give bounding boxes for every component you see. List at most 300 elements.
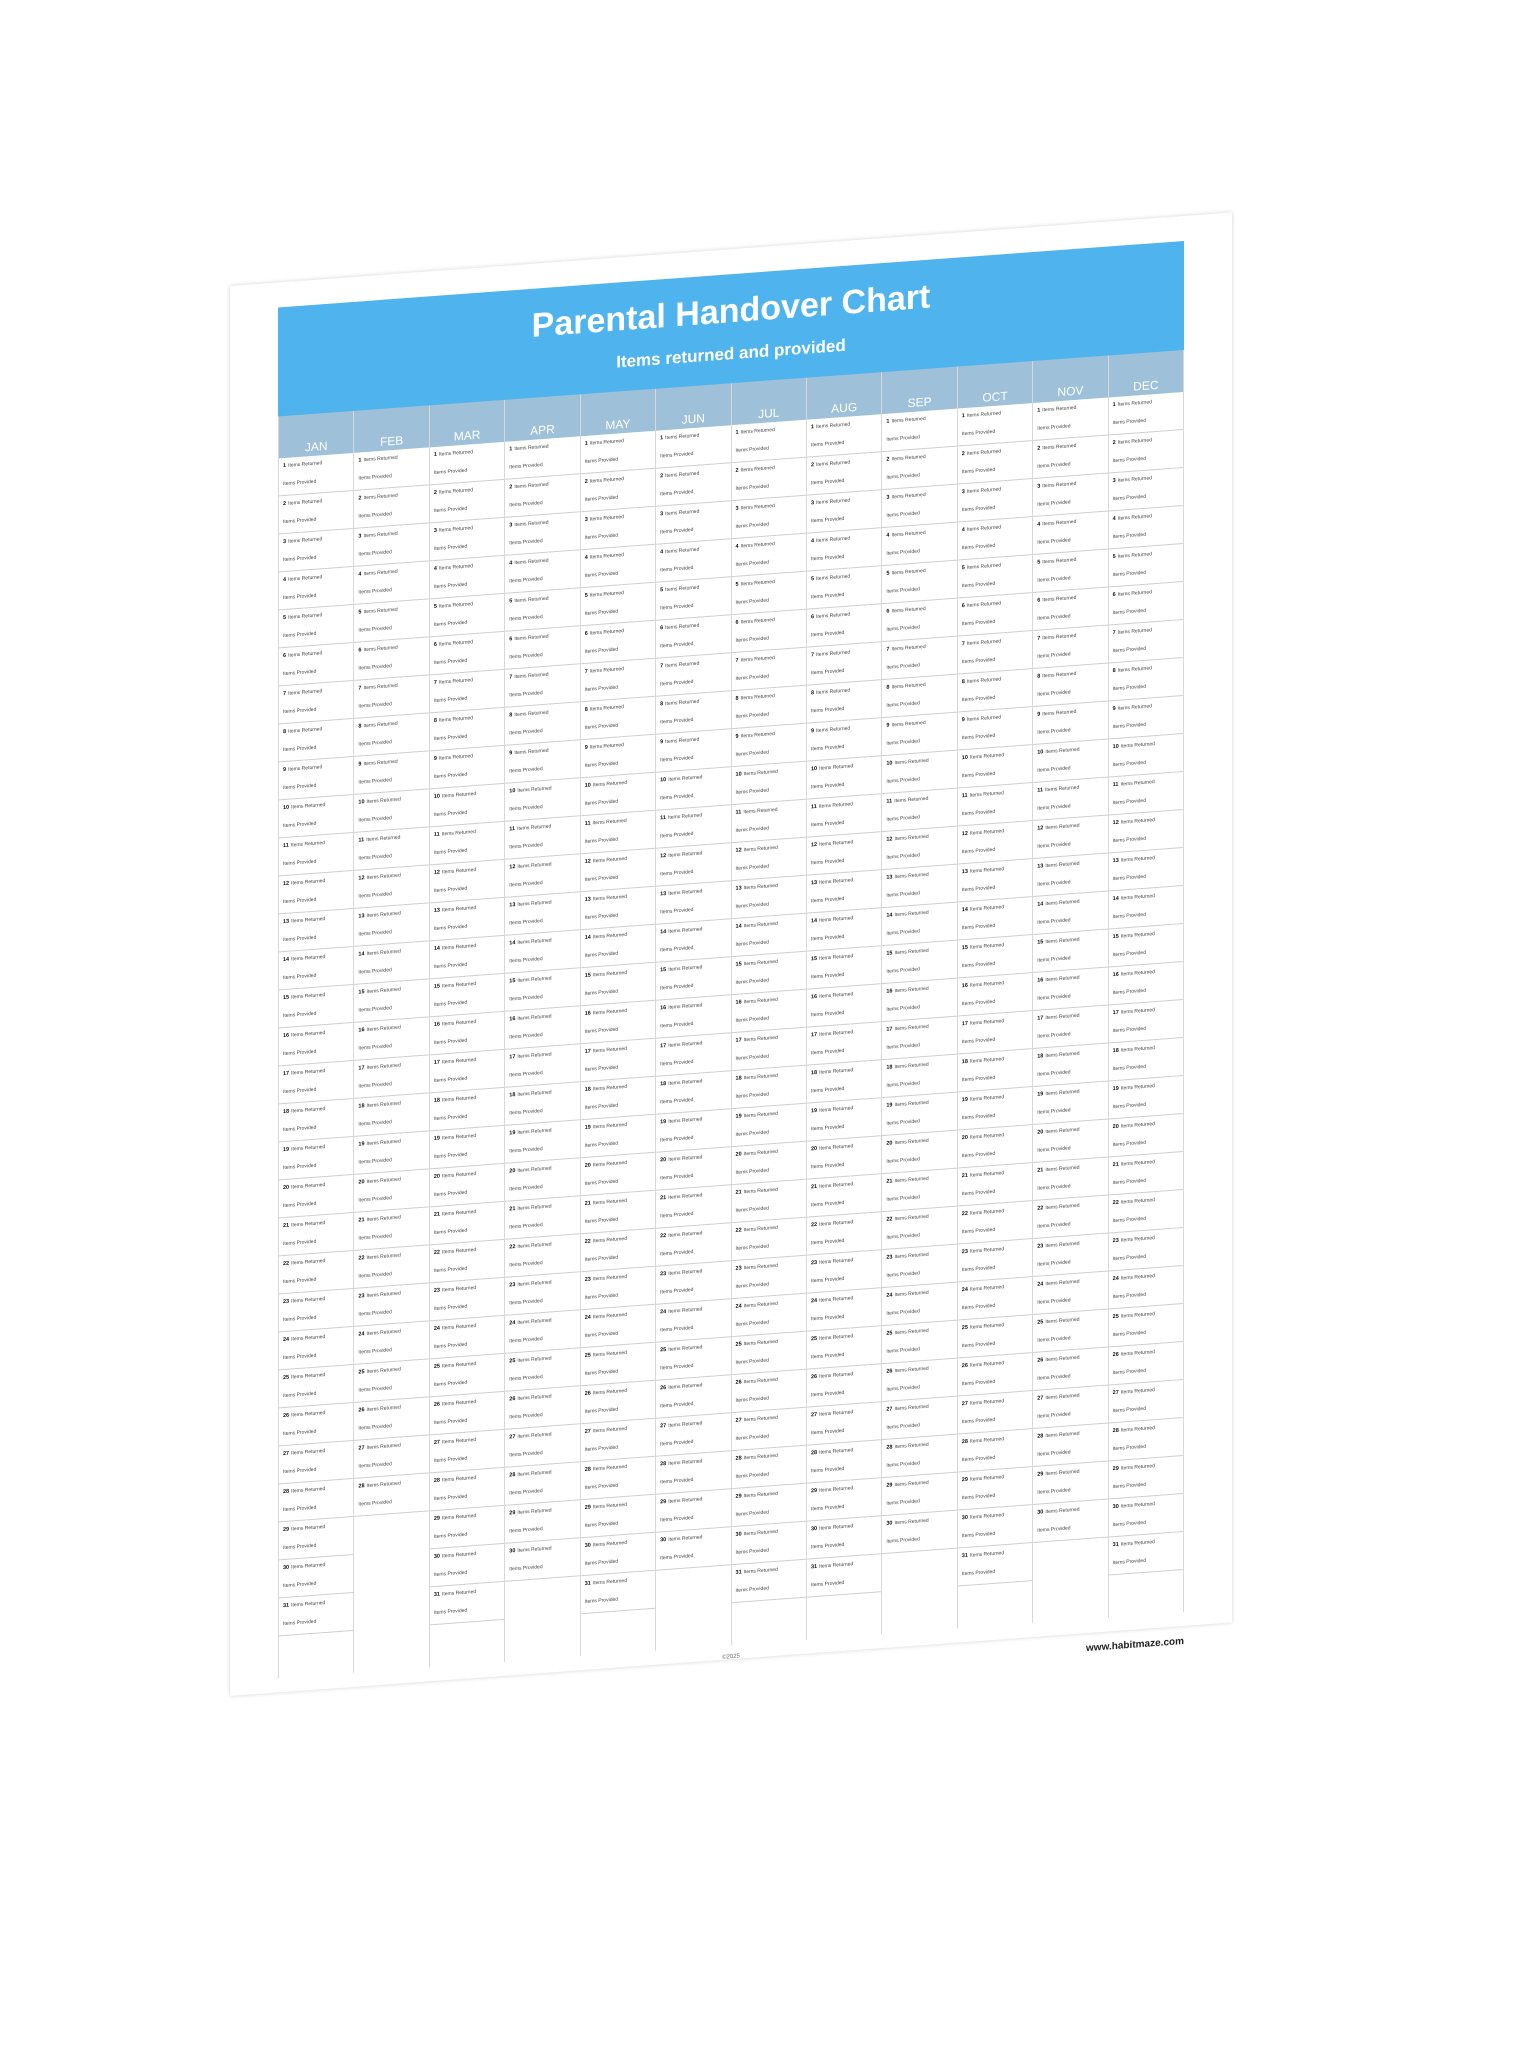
day-cell[interactable] (732, 990, 806, 1033)
day-cell[interactable] (1033, 398, 1107, 441)
day-cell[interactable] (656, 539, 730, 582)
day-cell[interactable] (430, 784, 504, 827)
day-cell[interactable] (807, 1516, 881, 1559)
day-cell[interactable] (958, 745, 1032, 788)
day-cell[interactable] (882, 1017, 956, 1060)
day-cell[interactable] (807, 1212, 881, 1255)
day-cell[interactable] (656, 729, 730, 772)
day-cell[interactable] (882, 561, 956, 604)
day-cell[interactable] (505, 1196, 579, 1239)
day-cell[interactable] (581, 1229, 655, 1272)
day-cell[interactable] (581, 1001, 655, 1044)
day-cell[interactable] (807, 832, 881, 875)
day-cell[interactable] (1033, 512, 1107, 555)
day-cell[interactable] (882, 1131, 956, 1174)
day-cell[interactable] (958, 1087, 1032, 1130)
day-cell[interactable] (1109, 582, 1183, 625)
day-cell[interactable] (279, 1555, 353, 1598)
day-cell[interactable] (1109, 1304, 1183, 1347)
day-cell[interactable] (581, 469, 655, 512)
day-cell[interactable] (505, 702, 579, 745)
day-cell[interactable] (581, 1039, 655, 1082)
day-cell[interactable] (807, 1402, 881, 1445)
day-cell[interactable] (1033, 474, 1107, 517)
day-cell[interactable] (882, 1397, 956, 1440)
day-cell[interactable] (807, 680, 881, 723)
day-cell[interactable] (279, 1403, 353, 1446)
day-cell[interactable] (505, 1500, 579, 1543)
day-cell[interactable] (279, 1479, 353, 1522)
day-cell[interactable] (958, 1125, 1032, 1168)
day-cell[interactable] (1033, 1158, 1107, 1201)
day-cell[interactable] (1033, 436, 1107, 479)
day-cell[interactable] (430, 1240, 504, 1283)
day-cell[interactable] (430, 518, 504, 561)
day-cell[interactable] (656, 1109, 730, 1152)
day-cell[interactable] (354, 599, 428, 642)
day-cell[interactable] (1109, 810, 1183, 853)
day-cell[interactable] (430, 1316, 504, 1359)
day-cell[interactable] (1109, 772, 1183, 815)
day-cell[interactable] (354, 1473, 428, 1516)
day-cell[interactable] (807, 414, 881, 457)
day-cell[interactable] (1033, 702, 1107, 745)
day-cell[interactable] (1109, 392, 1183, 435)
day-cell[interactable] (732, 458, 806, 501)
day-cell[interactable] (807, 1250, 881, 1293)
day-cell[interactable] (807, 984, 881, 1027)
day-cell[interactable] (505, 1348, 579, 1391)
day-cell[interactable] (958, 403, 1032, 446)
day-cell[interactable] (279, 681, 353, 724)
day-cell[interactable] (1109, 1266, 1183, 1309)
day-cell[interactable] (882, 1473, 956, 1516)
day-cell[interactable] (807, 604, 881, 647)
day-cell[interactable] (882, 827, 956, 870)
day-cell[interactable] (958, 897, 1032, 940)
day-cell[interactable] (656, 957, 730, 1000)
day-cell[interactable] (732, 1142, 806, 1185)
day-cell[interactable] (279, 1441, 353, 1484)
day-cell[interactable] (279, 643, 353, 686)
day-cell[interactable] (732, 534, 806, 577)
day-cell[interactable] (882, 485, 956, 528)
day-cell[interactable] (430, 898, 504, 941)
day-cell[interactable] (882, 941, 956, 984)
day-cell[interactable] (882, 599, 956, 642)
day-cell[interactable] (1033, 1196, 1107, 1239)
day-cell[interactable] (430, 1392, 504, 1435)
day-cell[interactable] (807, 642, 881, 685)
day-cell[interactable] (882, 789, 956, 832)
day-cell[interactable] (882, 523, 956, 566)
day-cell[interactable] (1033, 778, 1107, 821)
day-cell[interactable] (279, 1023, 353, 1066)
day-cell[interactable] (732, 724, 806, 767)
day-cell[interactable] (581, 1495, 655, 1538)
day-cell[interactable] (732, 800, 806, 843)
day-cell[interactable] (430, 632, 504, 675)
day-cell[interactable] (430, 1278, 504, 1321)
day-cell[interactable] (581, 735, 655, 778)
day-cell[interactable] (505, 1006, 579, 1049)
day-cell[interactable] (279, 833, 353, 876)
day-cell[interactable] (505, 892, 579, 935)
day-cell[interactable] (1033, 664, 1107, 707)
day-cell[interactable] (1033, 1462, 1107, 1505)
day-cell[interactable] (1109, 1380, 1183, 1423)
day-cell[interactable] (581, 1077, 655, 1120)
day-cell[interactable] (882, 1435, 956, 1478)
day-cell[interactable] (958, 517, 1032, 560)
day-cell[interactable] (1109, 1342, 1183, 1385)
day-cell[interactable] (430, 1164, 504, 1207)
day-cell[interactable] (354, 751, 428, 794)
day-cell[interactable] (354, 1093, 428, 1136)
day-cell[interactable] (581, 431, 655, 474)
day-cell[interactable] (581, 1381, 655, 1424)
day-cell[interactable] (354, 903, 428, 946)
day-cell[interactable] (581, 1571, 655, 1614)
day-cell[interactable] (354, 1245, 428, 1288)
day-cell[interactable] (505, 664, 579, 707)
day-cell[interactable] (958, 1049, 1032, 1092)
day-cell[interactable] (807, 1326, 881, 1369)
day-cell[interactable] (354, 637, 428, 680)
day-cell[interactable] (581, 583, 655, 626)
day-cell[interactable] (732, 1066, 806, 1109)
day-cell[interactable] (882, 1283, 956, 1326)
day-cell[interactable] (656, 1413, 730, 1456)
day-cell[interactable] (430, 936, 504, 979)
day-cell[interactable] (807, 756, 881, 799)
day-cell[interactable] (656, 995, 730, 1038)
day-cell[interactable] (1033, 1348, 1107, 1391)
day-cell[interactable] (1033, 968, 1107, 1011)
day-cell[interactable] (882, 713, 956, 756)
day-cell[interactable] (1109, 1456, 1183, 1499)
day-cell[interactable] (430, 974, 504, 1017)
day-cell[interactable] (430, 1012, 504, 1055)
day-cell[interactable] (958, 479, 1032, 522)
day-cell[interactable] (958, 441, 1032, 484)
day-cell[interactable] (958, 783, 1032, 826)
day-cell[interactable] (732, 1446, 806, 1489)
day-cell[interactable] (1033, 740, 1107, 783)
day-cell[interactable] (656, 881, 730, 924)
day-cell[interactable] (958, 973, 1032, 1016)
day-cell[interactable] (581, 849, 655, 892)
day-cell[interactable] (354, 1055, 428, 1098)
day-cell[interactable] (1109, 506, 1183, 549)
day-cell[interactable] (882, 1169, 956, 1212)
day-cell[interactable] (430, 708, 504, 751)
day-cell[interactable] (505, 588, 579, 631)
day-cell[interactable] (807, 1174, 881, 1217)
day-cell[interactable] (430, 1506, 504, 1549)
day-cell[interactable] (505, 1538, 579, 1581)
day-cell[interactable] (1109, 1418, 1183, 1461)
day-cell[interactable] (1109, 696, 1183, 739)
day-cell[interactable] (1033, 1082, 1107, 1125)
day-cell[interactable] (430, 670, 504, 713)
day-cell[interactable] (430, 1468, 504, 1511)
day-cell[interactable] (279, 795, 353, 838)
day-cell[interactable] (882, 1511, 956, 1554)
day-cell[interactable] (1109, 886, 1183, 929)
day-cell[interactable] (354, 1169, 428, 1212)
day-cell[interactable] (807, 1136, 881, 1179)
day-cell[interactable] (656, 1185, 730, 1228)
day-cell[interactable] (354, 941, 428, 984)
day-cell[interactable] (354, 1321, 428, 1364)
day-cell[interactable] (505, 854, 579, 897)
day-cell[interactable] (1109, 924, 1183, 967)
day-cell[interactable] (581, 1191, 655, 1234)
day-cell[interactable] (1109, 734, 1183, 777)
day-cell[interactable] (958, 1505, 1032, 1548)
day-cell[interactable] (807, 1098, 881, 1141)
day-cell[interactable] (1109, 1494, 1183, 1537)
day-cell[interactable] (958, 707, 1032, 750)
day-cell[interactable] (1109, 962, 1183, 1005)
day-cell[interactable] (430, 1088, 504, 1131)
day-cell[interactable] (581, 773, 655, 816)
day-cell[interactable] (581, 1115, 655, 1158)
day-cell[interactable] (279, 985, 353, 1028)
day-cell[interactable] (1033, 1006, 1107, 1049)
day-cell[interactable] (958, 859, 1032, 902)
day-cell[interactable] (279, 719, 353, 762)
day-cell[interactable] (958, 1163, 1032, 1206)
day-cell[interactable] (958, 935, 1032, 978)
day-cell[interactable] (430, 1430, 504, 1473)
day-cell[interactable] (958, 1391, 1032, 1434)
day-cell[interactable] (1109, 1114, 1183, 1157)
day-cell[interactable] (505, 1044, 579, 1087)
day-cell[interactable] (581, 1419, 655, 1462)
day-cell[interactable] (732, 420, 806, 463)
day-cell[interactable] (656, 501, 730, 544)
day-cell[interactable] (1033, 626, 1107, 669)
day-cell[interactable] (807, 794, 881, 837)
day-cell[interactable] (430, 1582, 504, 1625)
day-cell[interactable] (1109, 1532, 1183, 1575)
day-cell[interactable] (1033, 1424, 1107, 1467)
day-cell[interactable] (354, 1283, 428, 1326)
day-cell[interactable] (807, 566, 881, 609)
day-cell[interactable] (958, 631, 1032, 674)
day-cell[interactable] (279, 1251, 353, 1294)
day-cell[interactable] (656, 843, 730, 886)
day-cell[interactable] (807, 908, 881, 951)
day-cell[interactable] (656, 1527, 730, 1570)
day-cell[interactable] (505, 1272, 579, 1315)
day-cell[interactable] (279, 605, 353, 648)
day-cell[interactable] (505, 1120, 579, 1163)
day-cell[interactable] (354, 1435, 428, 1478)
day-cell[interactable] (505, 550, 579, 593)
day-cell[interactable] (1109, 430, 1183, 473)
day-cell[interactable] (807, 1060, 881, 1103)
day-cell[interactable] (581, 963, 655, 1006)
day-cell[interactable] (430, 1126, 504, 1169)
day-cell[interactable] (882, 675, 956, 718)
day-cell[interactable] (958, 821, 1032, 864)
day-cell[interactable] (807, 528, 881, 571)
day-cell[interactable] (656, 463, 730, 506)
day-cell[interactable] (430, 480, 504, 523)
day-cell[interactable] (581, 1153, 655, 1196)
day-cell[interactable] (1109, 620, 1183, 663)
day-cell[interactable] (1033, 1120, 1107, 1163)
day-cell[interactable] (807, 1554, 881, 1597)
day-cell[interactable] (581, 659, 655, 702)
day-cell[interactable] (732, 1294, 806, 1337)
day-cell[interactable] (581, 925, 655, 968)
day-cell[interactable] (882, 1207, 956, 1250)
day-cell[interactable] (430, 822, 504, 865)
day-cell[interactable] (1109, 1152, 1183, 1195)
day-cell[interactable] (354, 447, 428, 490)
day-cell[interactable] (732, 838, 806, 881)
day-cell[interactable] (958, 1011, 1032, 1054)
day-cell[interactable] (732, 952, 806, 995)
day-cell[interactable] (505, 1082, 579, 1125)
day-cell[interactable] (732, 1560, 806, 1603)
day-cell[interactable] (279, 567, 353, 610)
day-cell[interactable] (354, 827, 428, 870)
day-cell[interactable] (430, 442, 504, 485)
day-cell[interactable] (354, 485, 428, 528)
day-cell[interactable] (1033, 1272, 1107, 1315)
day-cell[interactable] (1109, 1228, 1183, 1271)
day-cell[interactable] (430, 556, 504, 599)
day-cell[interactable] (958, 555, 1032, 598)
day-cell[interactable] (732, 914, 806, 957)
day-cell[interactable] (732, 762, 806, 805)
day-cell[interactable] (279, 1137, 353, 1180)
day-cell[interactable] (1033, 1500, 1107, 1543)
day-cell[interactable] (1033, 1044, 1107, 1087)
day-cell[interactable] (505, 1234, 579, 1277)
day-cell[interactable] (732, 1180, 806, 1223)
day-cell[interactable] (354, 1359, 428, 1402)
day-cell[interactable] (732, 1028, 806, 1071)
day-cell[interactable] (279, 453, 353, 496)
day-cell[interactable] (732, 1104, 806, 1147)
day-cell[interactable] (279, 1213, 353, 1256)
day-cell[interactable] (505, 816, 579, 859)
day-cell[interactable] (354, 713, 428, 756)
day-cell[interactable] (581, 697, 655, 740)
day-cell[interactable] (1109, 1038, 1183, 1081)
day-cell[interactable] (1109, 1000, 1183, 1043)
day-cell[interactable] (882, 637, 956, 680)
day-cell[interactable] (656, 1147, 730, 1190)
day-cell[interactable] (1033, 854, 1107, 897)
day-cell[interactable] (1109, 1190, 1183, 1233)
day-cell[interactable] (581, 545, 655, 588)
day-cell[interactable] (581, 507, 655, 550)
day-cell[interactable] (732, 1256, 806, 1299)
day-cell[interactable] (732, 610, 806, 653)
day-cell[interactable] (581, 1533, 655, 1576)
day-cell[interactable] (354, 675, 428, 718)
day-cell[interactable] (732, 1522, 806, 1565)
day-cell[interactable] (581, 887, 655, 930)
day-cell[interactable] (1109, 848, 1183, 891)
day-cell[interactable] (656, 1223, 730, 1266)
day-cell[interactable] (807, 718, 881, 761)
day-cell[interactable] (732, 1370, 806, 1413)
day-cell[interactable] (807, 1364, 881, 1407)
day-cell[interactable] (958, 593, 1032, 636)
day-cell[interactable] (279, 1175, 353, 1218)
day-cell[interactable] (1109, 544, 1183, 587)
day-cell[interactable] (505, 436, 579, 479)
day-cell[interactable] (279, 491, 353, 534)
day-cell[interactable] (505, 968, 579, 1011)
day-cell[interactable] (1033, 1234, 1107, 1277)
day-cell[interactable] (656, 577, 730, 620)
day-cell[interactable] (505, 1462, 579, 1505)
day-cell[interactable] (882, 751, 956, 794)
day-cell[interactable] (505, 1424, 579, 1467)
day-cell[interactable] (505, 1158, 579, 1201)
day-cell[interactable] (279, 1593, 353, 1636)
day-cell[interactable] (656, 653, 730, 696)
day-cell[interactable] (656, 1261, 730, 1304)
day-cell[interactable] (958, 1277, 1032, 1320)
day-cell[interactable] (807, 1288, 881, 1331)
day-cell[interactable] (279, 757, 353, 800)
day-cell[interactable] (958, 1239, 1032, 1282)
day-cell[interactable] (430, 1354, 504, 1397)
day-cell[interactable] (1033, 816, 1107, 859)
day-cell[interactable] (354, 523, 428, 566)
day-cell[interactable] (505, 1386, 579, 1429)
day-cell[interactable] (807, 946, 881, 989)
day-cell[interactable] (958, 1201, 1032, 1244)
day-cell[interactable] (958, 1353, 1032, 1396)
day-cell[interactable] (656, 1337, 730, 1380)
day-cell[interactable] (732, 1218, 806, 1261)
day-cell[interactable] (279, 1327, 353, 1370)
day-cell[interactable] (430, 594, 504, 637)
day-cell[interactable] (279, 1289, 353, 1332)
day-cell[interactable] (656, 767, 730, 810)
day-cell[interactable] (732, 648, 806, 691)
day-cell[interactable] (882, 903, 956, 946)
day-cell[interactable] (882, 865, 956, 908)
day-cell[interactable] (581, 811, 655, 854)
day-cell[interactable] (656, 691, 730, 734)
day-cell[interactable] (882, 1245, 956, 1288)
day-cell[interactable] (656, 615, 730, 658)
day-cell[interactable] (430, 860, 504, 903)
day-cell[interactable] (732, 496, 806, 539)
day-cell[interactable] (958, 1429, 1032, 1472)
day-cell[interactable] (882, 447, 956, 490)
day-cell[interactable] (732, 1408, 806, 1451)
day-cell[interactable] (807, 452, 881, 495)
day-cell[interactable] (505, 740, 579, 783)
day-cell[interactable] (656, 425, 730, 468)
day-cell[interactable] (807, 490, 881, 533)
day-cell[interactable] (807, 1440, 881, 1483)
day-cell[interactable] (505, 778, 579, 821)
